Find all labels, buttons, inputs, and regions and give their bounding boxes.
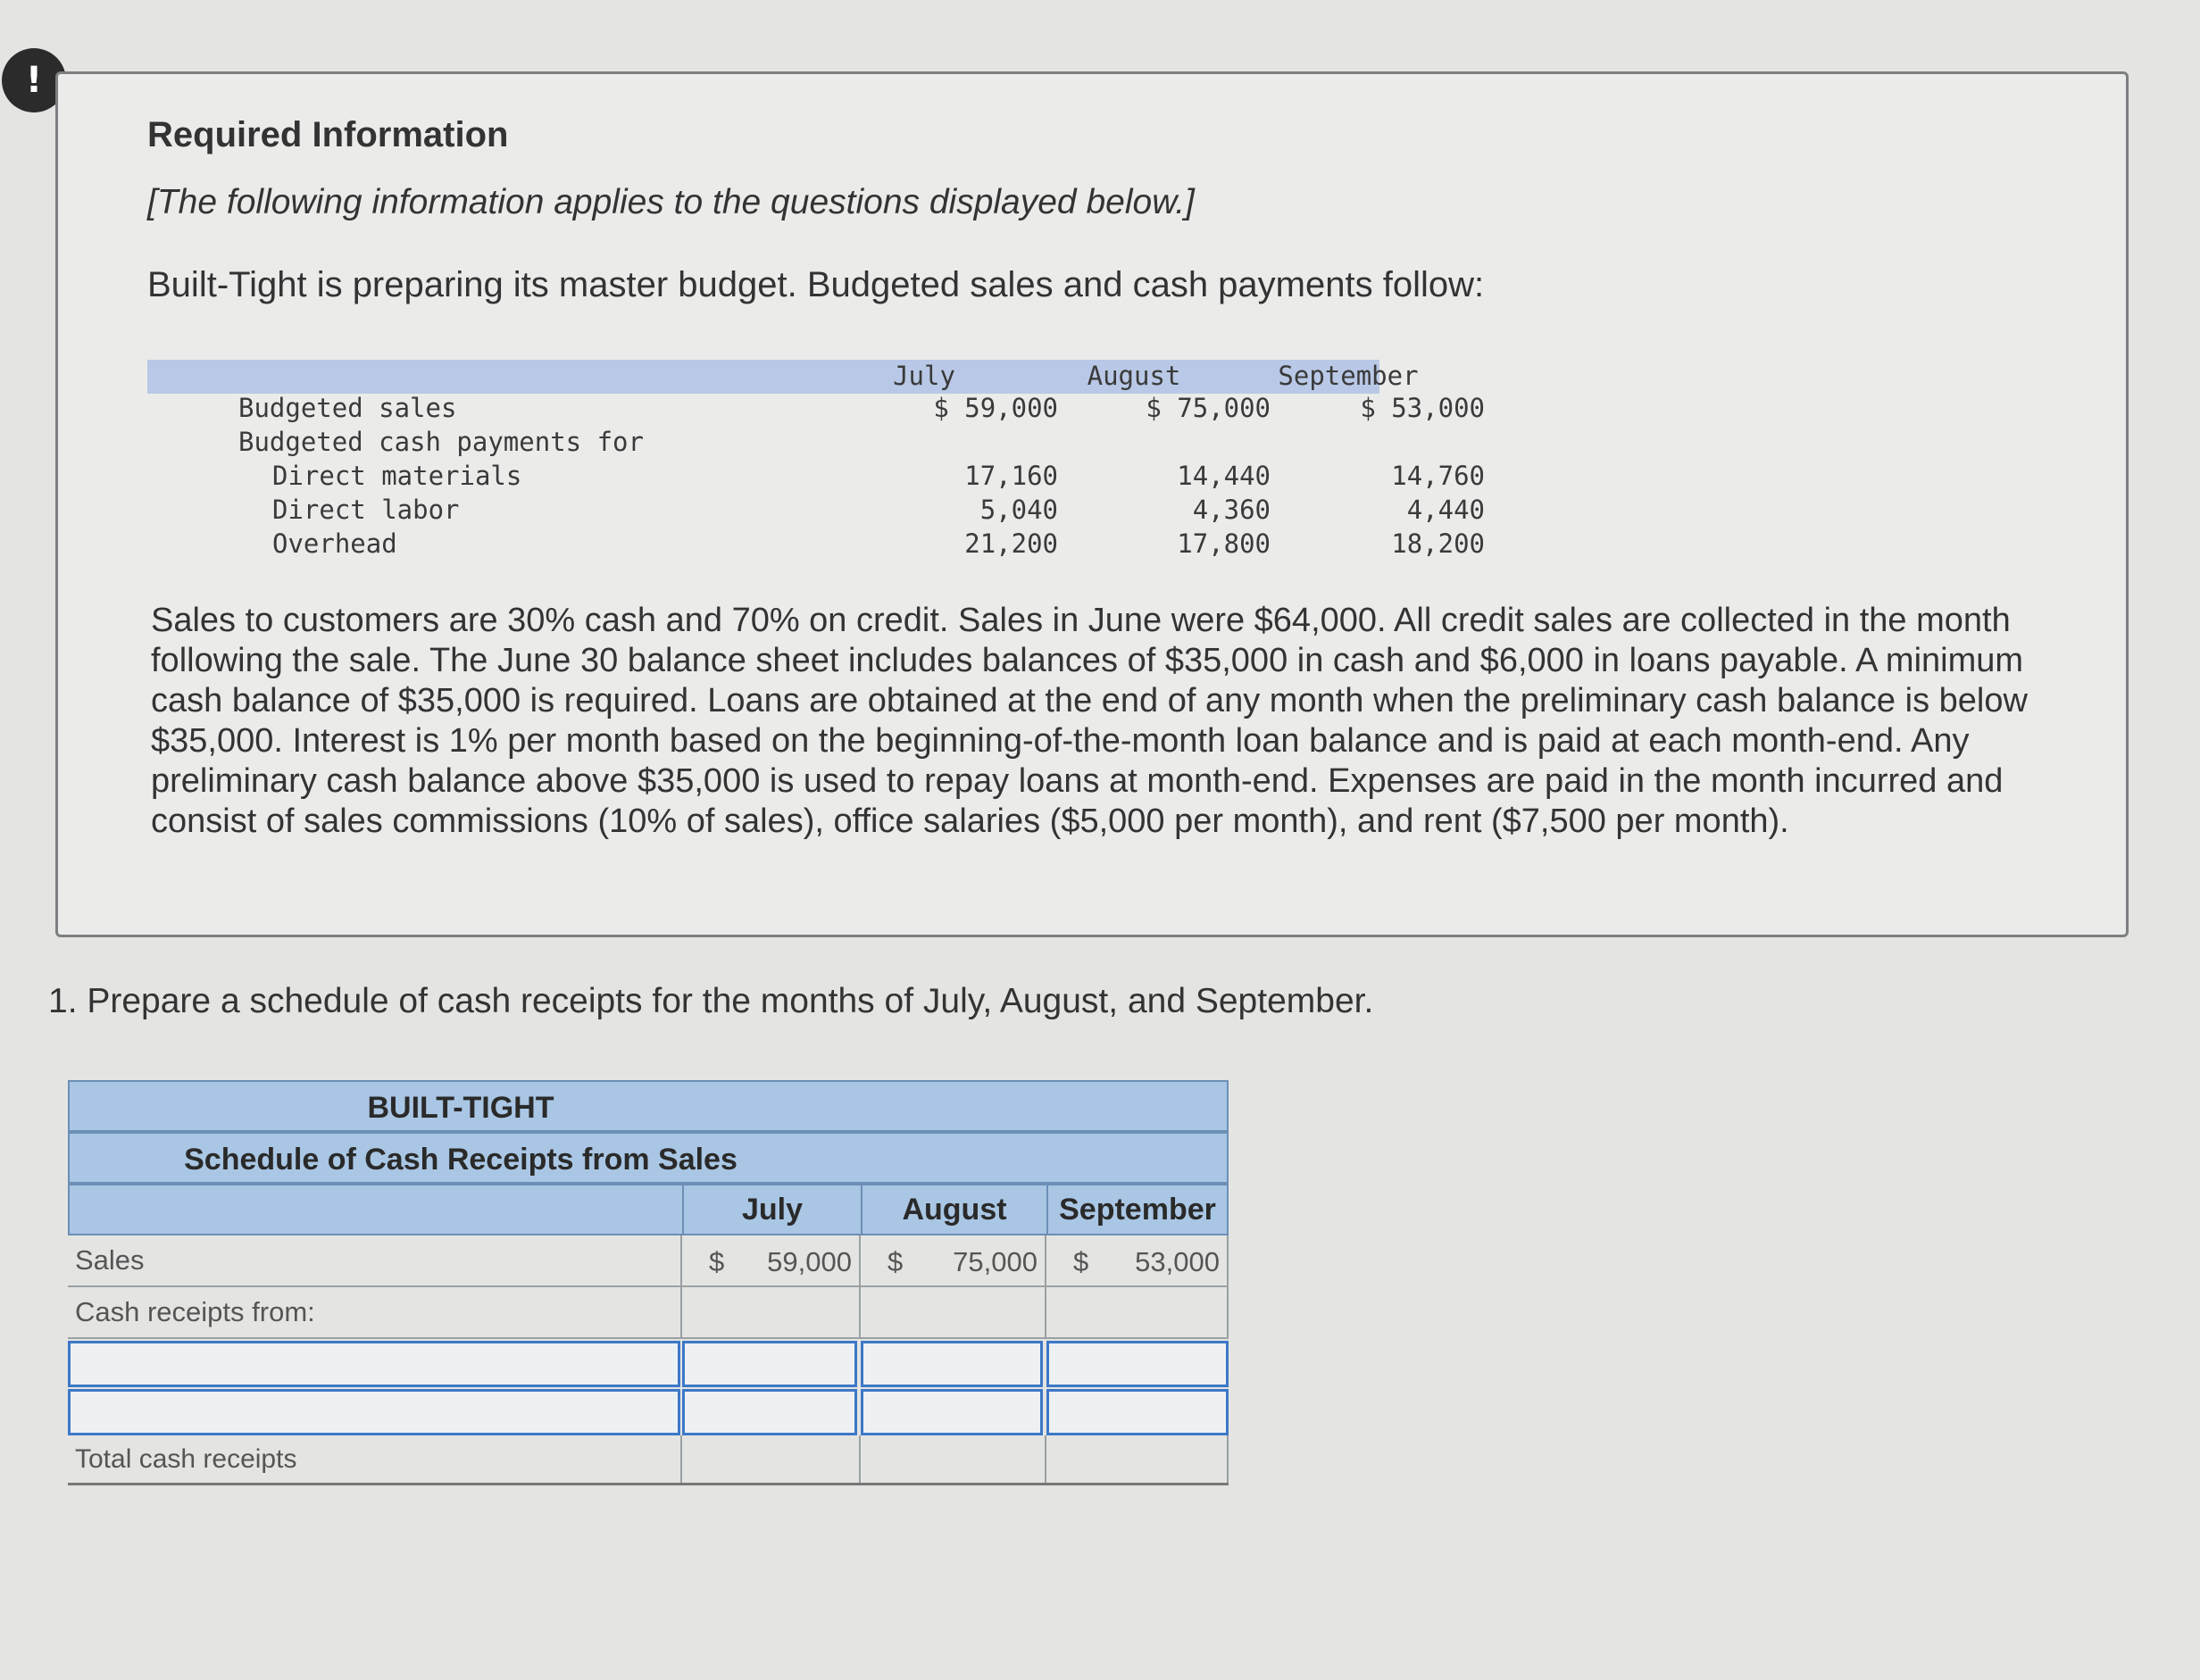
total-cash-receipts-label: Total cash receipts	[75, 1443, 297, 1474]
receipt-2-august-input[interactable]	[861, 1389, 1043, 1435]
budget-row-label: Direct materials	[272, 461, 522, 491]
schedule-col-july: July	[682, 1185, 861, 1234]
sales-september-value: 53,000	[1135, 1246, 1220, 1277]
assumptions-paragraph: Sales to customers are 30% cash and 70% on credit. Sales in June were $64,000. All credit sales are collected in the month following the sale. The June 30 balance sheet includes balances of $35,000 in cash and $6,000 in loans payable. A minimum cash balance of $35,000 is required. Loans are obtained at the end of any month when the preliminary cash balance is below $35,000. Interest is 1% per month based on the beginning-of-the-month loan balance and is paid at each month-end. Any preliminary cash balance above $35,000 is used to repay loans at month-end. Expenses are paid in the month incurred and consist of sales commissions (10% of sales), office salaries ($5,000 per month), and rent ($7,500 per month).	[151, 602, 2028, 840]
budget-row-label: Budgeted sales	[238, 393, 457, 423]
schedule-col-september: September	[1046, 1185, 1227, 1234]
budget-cell: 18,200	[1391, 528, 1485, 559]
budget-cell: $ 53,000	[1360, 393, 1485, 423]
schedule-title-header	[68, 1132, 1229, 1184]
budget-cell: 17,800	[1177, 528, 1271, 559]
budget-col-august: August	[1087, 361, 1181, 391]
receipt-1-august-input[interactable]	[861, 1341, 1043, 1387]
budget-cell: 14,440	[1177, 461, 1271, 491]
sales-august-value: 75,000	[953, 1246, 1038, 1277]
budget-row-label: Budgeted cash payments for	[238, 427, 644, 457]
schedule-col-august: August	[861, 1185, 1046, 1234]
currency-symbol: $	[709, 1246, 725, 1277]
budget-cell: 21,200	[964, 528, 1058, 559]
budget-row-label: Direct labor	[272, 495, 460, 525]
currency-symbol: $	[888, 1246, 904, 1277]
receipt-1-july-input[interactable]	[682, 1341, 857, 1387]
budget-cell: 4,440	[1406, 495, 1485, 525]
sales-august-cell	[859, 1235, 1045, 1285]
budget-row-label: Overhead	[272, 528, 397, 559]
schedule-title: Schedule of Cash Receipts from Sales	[184, 1143, 738, 1177]
budget-cell: 17,160	[964, 461, 1058, 491]
budget-cell: 14,760	[1391, 461, 1485, 491]
receipt-2-september-input[interactable]	[1046, 1389, 1229, 1435]
schedule-company-header	[68, 1080, 1229, 1132]
empty-cell	[859, 1287, 1045, 1337]
sales-label: Sales	[75, 1244, 145, 1276]
question-1-prompt: 1. Prepare a schedule of cash receipts for the months of July, August, and September.	[48, 982, 1374, 1020]
budget-cell: 4,360	[1192, 495, 1271, 525]
budget-intro-text: Built-Tight is preparing its master budget. Budgeted sales and cash payments follow:	[147, 265, 1485, 304]
budget-cell: $ 59,000	[933, 393, 1058, 423]
budget-cell: 5,040	[979, 495, 1058, 525]
receipt-2-july-input[interactable]	[682, 1389, 857, 1435]
total-row	[68, 1435, 1229, 1485]
sales-july-value: 59,000	[767, 1246, 852, 1277]
receipt-source-1-input[interactable]	[68, 1341, 680, 1387]
schedule-column-header	[68, 1184, 1229, 1235]
total-july-cell	[680, 1435, 859, 1483]
receipt-source-2-input[interactable]	[68, 1389, 680, 1435]
alert-icon: !	[2, 48, 66, 112]
currency-symbol: $	[1073, 1246, 1089, 1277]
budget-col-september: September	[1278, 361, 1419, 391]
sales-july-cell	[680, 1235, 859, 1285]
sales-september-cell	[1045, 1235, 1229, 1285]
sales-row	[68, 1235, 1229, 1287]
budget-cell: $ 75,000	[1146, 393, 1271, 423]
budget-col-july: July	[893, 361, 955, 391]
receipt-1-september-input[interactable]	[1046, 1341, 1229, 1387]
empty-cell	[680, 1287, 859, 1337]
schedule-company-name: BUILT-TIGHT	[367, 1091, 554, 1125]
empty-cell	[1045, 1287, 1229, 1337]
required-information-panel	[55, 71, 2129, 937]
required-information-subtitle: [The following information applies to the questions displayed below.]	[147, 183, 1195, 221]
cash-receipts-from-label: Cash receipts from:	[75, 1296, 315, 1327]
cash-receipts-header-row	[68, 1287, 1229, 1339]
total-august-cell	[859, 1435, 1045, 1483]
required-information-title: Required Information	[147, 115, 509, 154]
total-september-cell	[1045, 1435, 1229, 1483]
cash-receipts-schedule	[68, 1080, 1229, 1485]
